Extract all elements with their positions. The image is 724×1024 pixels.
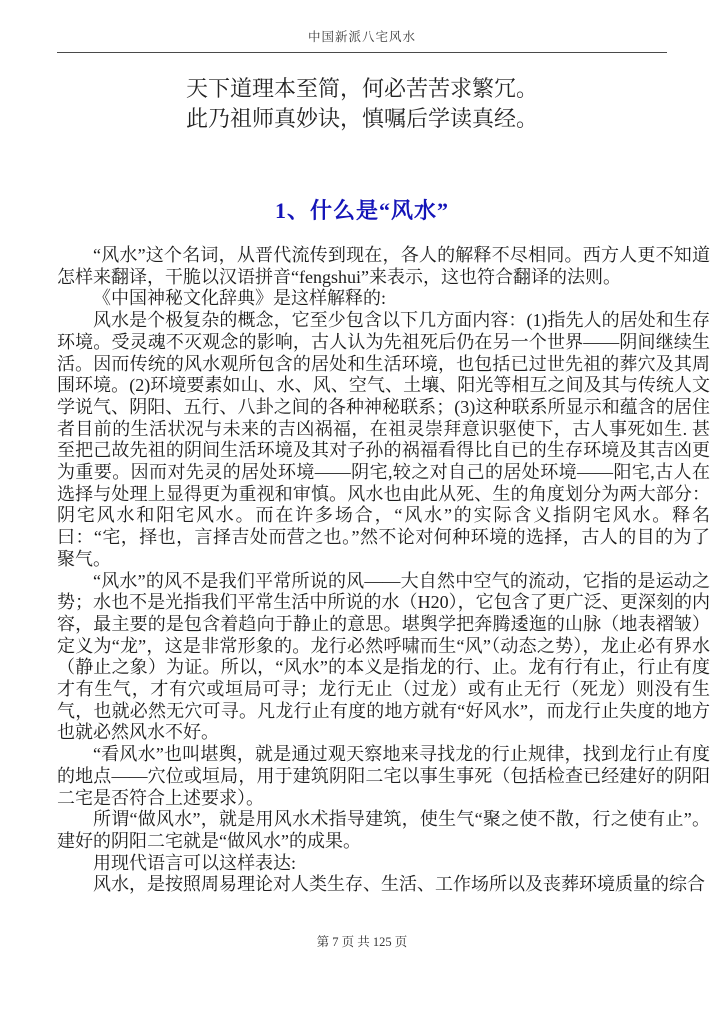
body-paragraph: “看风水”也叫堪舆，就是通过观天察地来寻找龙的行止规律，找到龙行止有度的地点——穴位或垣局，用于建筑阴阳二宅以事生事死（包括检查已经建好的阴阳二宅是否符合上述要求）。 [57,744,710,808]
body-paragraph: 风水，是按照周易理论对人类生存、生活、工作场所以及丧葬环境质量的综合 [93,874,705,895]
body-paragraph: 风水是个极复杂的概念，它至少包含以下几方面内容：(1)指先人的居处和生存环境。受灵魂不灭观念的影响，古人认为先祖死后仍在另一个世界——阴间继续生活。因而传统的风水观所包含的居处和生活环境，也包括已过世先祖的葬穴及其周围环境。(2)环境要素如山、水、风、空气、土壤、阳光等相互之间及其与传统人文学说气、阴阳、五行、八卦之间的各种神秘联系；(3)这种联系所显示和蕴含的居住者目前的生活状况与未来的吉凶祸福，在祖灵崇拜意识驱使下，古人事死如生. 甚至把己故先祖的阴间生活环境及其对子孙的祸福看得比自已的生存环境及其吉凶更为重要。因而对先灵的居处环境——阴宅,较之对自己的居处环境——阳宅,古人在选择与处理上显得更为重视和审慎。风水也由此从死、生的角度划分为两大部分：阴宅风水和阳宅风水。而在许多场合，“风水”的实际含义指阴宅风水。释名曰：“宅，择也，言择吉处而营之也。”然不论对何种环境的选择，古人的目的为了聚气。 [57,310,710,569]
body-text [57,245,710,896]
header-rule [57,52,667,53]
body-paragraph: 《中国神秘文化辞典》是这样解释的: [93,288,386,309]
poem-line: 此乃祖师真妙诀，慎嘱后学读真经。 [185,106,538,131]
page-header-title: 中国新派八宅风水 [307,30,416,44]
page-footer: 第 7 页 共 125 页 [316,935,408,949]
poem [0,74,724,134]
body-paragraph: 所谓“做风水”，就是用风水术指导建筑，使生气“聚之使不散，行之使有止”。建好的阴阳二宅就是“做风水”的成果。 [57,809,710,851]
body-paragraph: “风水”这个名词，从晋代流传到现在，各人的解释不尽相同。西方人更不知道怎样来翻译，干脆以汉语拼音“fengshui”来表示，这也符合翻译的法则。 [57,245,710,287]
body-paragraph: 用现代语言可以这样表达: [93,852,296,873]
section-heading: 1、什么是“风水” [274,198,449,223]
body-paragraph: “风水”的风不是我们平常所说的风——大自然中空气的流动，它指的是运动之势；水也不是光指我们平常生活中所说的水（H20），它包含了更广泛、更深刻的内容，最主要的是包含着趋向于静止的意思。堪舆学把奔腾逶迤的山脉（地表褶皱）定义为“龙”，这是非常形象的。龙行必然呼啸而生“风”（动态之势），龙止必有界水（静止之象）为证。所以，“风水”的本义是指龙的行、止。龙有行有止，行止有度才有生气，才有穴或垣局可寻；龙行无止（过龙）或有止无行（死龙）则没有生气，也就必然无穴可寻。凡龙行止有度的地方就有“好风水”，而龙行止失度的地方也就必然风水不好。 [57,570,710,743]
poem-line: 天下道理本至简，何必苦苦求繁冗。 [185,76,538,101]
